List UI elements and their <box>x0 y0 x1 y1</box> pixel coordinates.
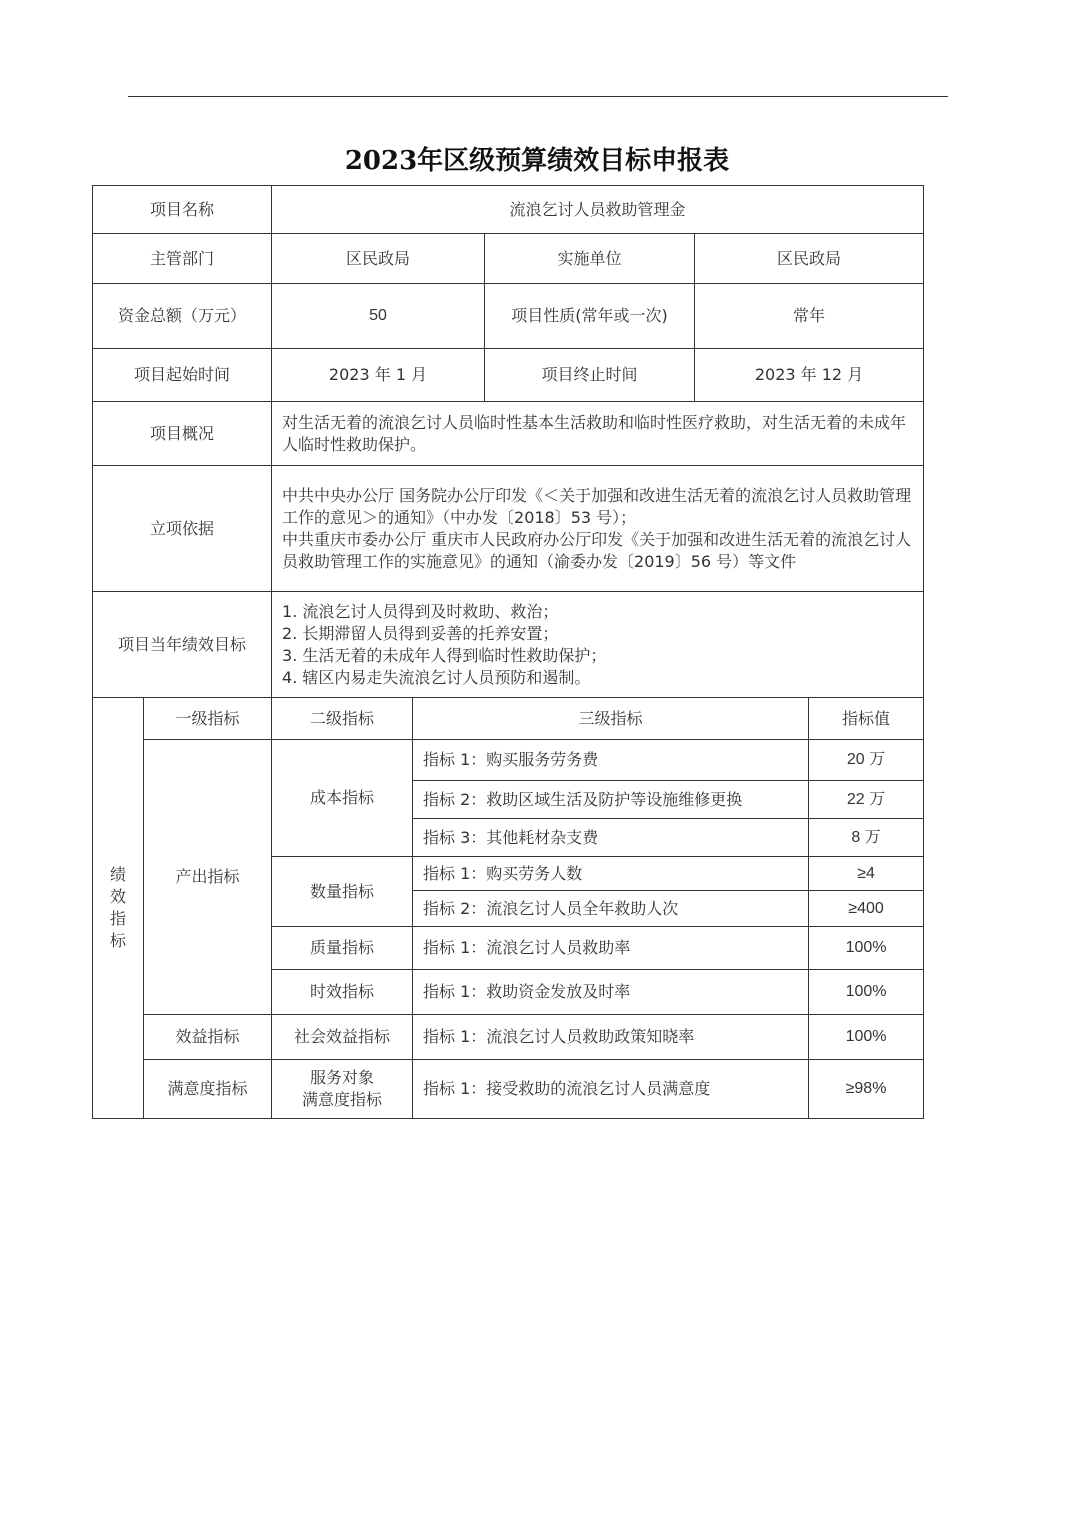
project-name: 流浪乞讨人员救助管理金 <box>272 186 924 234</box>
indicator-value: 20 万 <box>809 740 924 781</box>
indicators-section-label: 绩效指标 <box>93 698 144 1119</box>
indicator-name: 指标 1：流浪乞讨人员救助政策知晓率 <box>413 1015 809 1060</box>
goal-item: 2. 长期滞留人员得到妥善的托养安置； <box>282 623 559 643</box>
end-label: 项目终止时间 <box>485 349 695 402</box>
overview-label: 项目概况 <box>93 402 272 466</box>
indicator-value: 8 万 <box>809 819 924 857</box>
goals <box>272 592 924 698</box>
header-level2: 二级指标 <box>272 698 413 740</box>
header-rule <box>128 96 948 97</box>
overview: 对生活无着的流浪乞讨人员临时性基本生活救助和临时性医疗救助，对生活无着的未成年人临时性救助保护。 <box>272 402 924 466</box>
basis-item: 中共中央办公厅 国务院办公厅印发《＜关于加强和改进生活无着的流浪乞讨人员救助管理工作的意见＞的通知》（中办发〔2018〕53 号）； <box>282 485 912 527</box>
header-value: 指标值 <box>809 698 924 740</box>
end-date: 2023 年 12 月 <box>695 349 924 402</box>
indicator-name: 指标 1：救助资金发放及时率 <box>413 970 809 1015</box>
fund-label: 资金总额（万元） <box>93 284 272 349</box>
level2-social-benefit: 社会效益指标 <box>272 1015 413 1060</box>
goals-label: 项目当年绩效目标 <box>93 592 272 698</box>
indicator-value: 100% <box>809 970 924 1015</box>
goal-item: 3. 生活无着的未成年人得到临时性救助保护； <box>282 645 607 665</box>
header-level1: 一级指标 <box>144 698 272 740</box>
start-label: 项目起始时间 <box>93 349 272 402</box>
indicator-value: 22 万 <box>809 781 924 819</box>
goal-item: 4. 辖区内易走失流浪乞讨人员预防和遏制。 <box>282 667 591 687</box>
level2-satisfaction <box>272 1060 413 1119</box>
dept: 区民政局 <box>272 234 485 284</box>
level1-output: 产出指标 <box>144 740 272 1015</box>
project-name-label: 项目名称 <box>93 186 272 234</box>
goal-item: 1. 流浪乞讨人员得到及时救助、救治； <box>282 601 559 621</box>
impl-label: 实施单位 <box>485 234 695 284</box>
level2-quantity: 数量指标 <box>272 857 413 927</box>
level2-cost: 成本指标 <box>272 740 413 857</box>
level2-quality: 质量指标 <box>272 927 413 970</box>
indicator-name: 指标 3：其他耗材杂支费 <box>413 819 809 857</box>
level2-satisfaction-line2: 满意度指标 <box>302 1090 383 1109</box>
indicator-name: 指标 1：接受救助的流浪乞讨人员满意度 <box>413 1060 809 1119</box>
indicator-name: 指标 2：救助区域生活及防护等设施维修更换 <box>413 781 809 819</box>
impl: 区民政局 <box>695 234 924 284</box>
level2-satisfaction-line1: 服务对象 <box>310 1068 375 1087</box>
indicator-value: 100% <box>809 1015 924 1060</box>
indicator-value: ≥4 <box>809 857 924 891</box>
indicator-name: 指标 1：流浪乞讨人员救助率 <box>413 927 809 970</box>
fund: 50 <box>272 284 485 349</box>
dept-label: 主管部门 <box>93 234 272 284</box>
indicator-value: ≥400 <box>809 891 924 927</box>
indicator-name: 指标 1：购买劳务人数 <box>413 857 809 891</box>
basis-label: 立项依据 <box>93 466 272 592</box>
indicator-value: ≥98% <box>809 1060 924 1119</box>
indicator-name: 指标 1：购买服务劳务费 <box>413 740 809 781</box>
nature: 常年 <box>695 284 924 349</box>
indicator-name: 指标 2：流浪乞讨人员全年救助人次 <box>413 891 809 927</box>
start-date: 2023 年 1 月 <box>272 349 485 402</box>
indicator-value: 100% <box>809 927 924 970</box>
level1-satisfaction: 满意度指标 <box>144 1060 272 1119</box>
level1-benefit: 效益指标 <box>144 1015 272 1060</box>
basis <box>272 466 924 592</box>
page-title: 2023年区级预算绩效目标申报表 <box>344 146 730 176</box>
basis-item: 中共重庆市委办公厅 重庆市人民政府办公厅印发《关于加强和改进生活无着的流浪乞讨人员救助管理工作的实施意见》的通知（渝委办发〔2019〕56 号）等文件 <box>282 529 912 571</box>
header-level3: 三级指标 <box>413 698 809 740</box>
nature-label: 项目性质(常年或一次) <box>485 284 695 349</box>
performance-target-table <box>92 185 924 1119</box>
level2-timeliness: 时效指标 <box>272 970 413 1015</box>
